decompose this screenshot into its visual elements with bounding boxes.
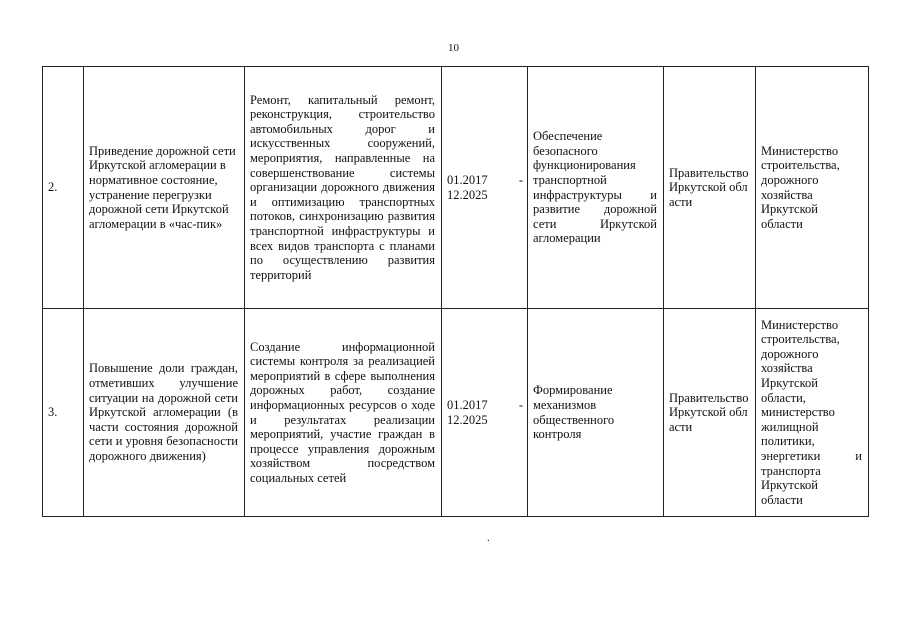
measures-cell: Ремонт, капитальный ремонт, реконструкция, строительство автомобильных дорог и искусственных сооружений, мероприятия, направленные на совершенствование системы организации дорожного движения и оптимизацию транспортных потоков, синхронизацию развития транспортной инфраструктуры и всех видов транспорта с планами по осуществлению развития территорий: [245, 67, 442, 309]
row-number: 3.: [43, 309, 84, 517]
period-end: 12.2025: [447, 412, 488, 427]
executor-text: Правительство Иркутской области: [669, 165, 749, 209]
executor-cell: [664, 67, 756, 309]
row-number: 2.: [43, 67, 84, 309]
period-end: 12.2025: [447, 187, 488, 202]
executor-text: Правительство Иркутской области: [669, 390, 749, 434]
period-dash: -: [518, 397, 523, 412]
period-dash: -: [518, 172, 523, 187]
page-number: 10: [448, 42, 459, 54]
period-cell: [442, 309, 528, 517]
result-cell: Обеспечение безопасного функционирования транспортной инфраструктуры и развитие дорожной сети Иркутской агломерации: [528, 67, 664, 309]
plan-table: [42, 66, 869, 517]
executor-cell: [664, 309, 756, 517]
goal-cell: Приведение дорожной сети Иркутской агломерации в нормативное состояние, устранение перегрузки дорожной сети Иркутской агломерации в «час-пик»: [84, 67, 245, 309]
table-row: [43, 309, 869, 517]
goal-cell: Повышение доли граждан, отметивших улучшение ситуации на дорожной сети Иркутской агломерации (в части состояния дорожной сети и уровня безопасности дорожного движения): [84, 309, 245, 517]
coexecutor-cell: Министерство строительства, дорожного хозяйства Иркутской области: [756, 67, 869, 309]
period-start: 01.2017: [447, 397, 488, 412]
table-row: [43, 67, 869, 309]
period-start: 01.2017: [447, 172, 488, 187]
result-cell: Формирование механизмов общественного контроля: [528, 309, 664, 517]
period-cell: [442, 67, 528, 309]
coexecutor-cell: Министерство строительства, дорожного хозяйства Иркутской области, министерство жилищной политики, энергетики и транспорта Иркутской области: [756, 309, 869, 517]
measures-cell: Создание информационной системы контроля за реализацией мероприятий в сфере выполнения дорожных работ, создание информационных ресурсов о ходе и результатах реализации мероприятий, участие граждан в процессе управления дорожным хозяйством посредством социальных сетей: [245, 309, 442, 517]
footnote-mark: .: [487, 532, 490, 544]
